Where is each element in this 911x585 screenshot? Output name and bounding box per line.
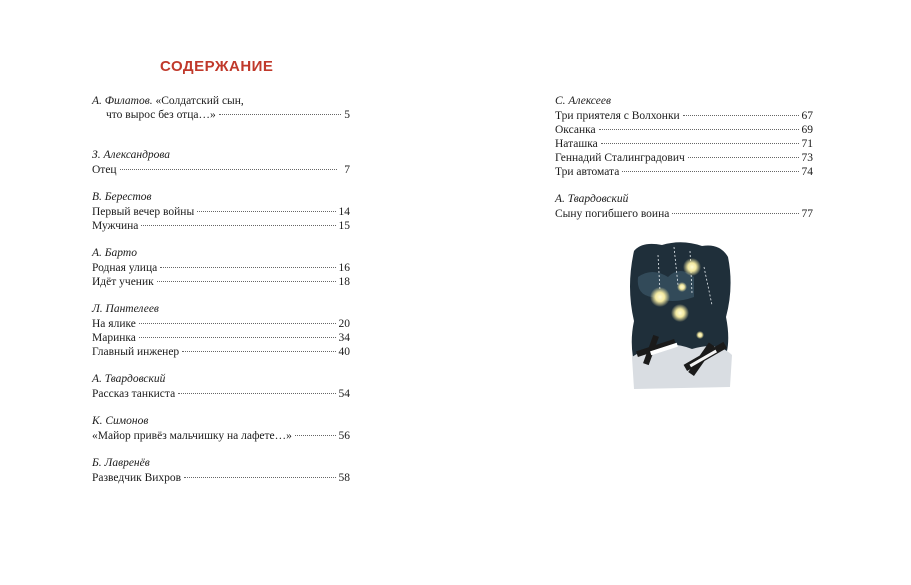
toc-author: В. Берестов	[92, 191, 152, 203]
toc-page-number: 71	[801, 138, 813, 150]
toc-page-number: 20	[338, 318, 350, 330]
dot-leader	[295, 435, 336, 436]
toc-page-number: 7	[344, 164, 350, 176]
toc-entry-title: Первый вечер войны	[92, 206, 195, 218]
toc-entry[interactable]	[92, 387, 350, 401]
toc-author: З. Александрова	[92, 149, 171, 161]
dot-leader	[672, 213, 798, 214]
toc-entry[interactable]	[555, 137, 813, 151]
toc-entry[interactable]	[92, 317, 350, 331]
toc-section	[92, 148, 350, 177]
toc-entry-title: Оксанка	[555, 124, 596, 136]
toc-entry[interactable]	[92, 275, 350, 289]
toc-author: А. Филатов.	[92, 95, 153, 107]
toc-section	[92, 414, 350, 443]
toc-entry[interactable]	[555, 123, 813, 137]
dot-leader	[622, 171, 798, 172]
toc-entry-title: Маринка	[92, 332, 136, 344]
toc-entry-title: Мужчина	[92, 220, 139, 232]
toc-page-number: 16	[338, 262, 350, 274]
toc-entry-title-line1: «Солдатский сын,	[155, 95, 244, 107]
toc-entry-title: На ялике	[92, 318, 136, 330]
toc-entry[interactable]	[555, 151, 813, 165]
toc-section	[92, 190, 350, 233]
toc-author: Б. Лавренёв	[92, 457, 150, 469]
toc-section	[92, 302, 350, 359]
toc-entry[interactable]	[555, 207, 813, 221]
toc-entry-title: «Майор привёз мальчишку на лафете…»	[92, 430, 292, 442]
toc-entry[interactable]	[92, 429, 350, 443]
dot-leader	[139, 337, 336, 338]
dot-leader	[601, 143, 799, 144]
toc-entry[interactable]	[92, 205, 350, 219]
toc-entry-title: Родная улица	[92, 262, 158, 274]
toc-entry-title: Главный инженер	[92, 346, 180, 358]
toc-entry-title: Три автомата	[555, 166, 620, 178]
dot-leader	[182, 351, 335, 352]
war-night-illustration	[622, 237, 742, 397]
toc-left-column	[92, 94, 350, 498]
dot-leader	[139, 323, 336, 324]
toc-entry[interactable]	[92, 471, 350, 485]
toc-section	[92, 456, 350, 485]
dot-leader	[178, 393, 335, 394]
toc-entry[interactable]	[92, 163, 350, 177]
dot-leader	[599, 129, 799, 130]
flare-glow	[677, 282, 687, 292]
dot-leader	[120, 169, 337, 170]
toc-entry[interactable]	[555, 165, 813, 179]
toc-page-number: 54	[338, 388, 350, 400]
toc-page-number: 56	[338, 430, 350, 442]
toc-entry[interactable]	[92, 261, 350, 275]
toc-entry[interactable]	[92, 345, 350, 359]
toc-entry-title: Идёт ученик	[92, 276, 154, 288]
toc-page-number: 14	[338, 206, 350, 218]
toc-page-number: 74	[801, 166, 813, 178]
toc-page-number: 69	[801, 124, 813, 136]
toc-author: А. Твардовский	[555, 193, 629, 205]
flare-glow	[683, 258, 701, 276]
toc-section	[92, 372, 350, 401]
dot-leader	[141, 225, 335, 226]
dot-leader	[184, 477, 335, 478]
toc-entry-title: Рассказ танкиста	[92, 388, 176, 400]
toc-author: А. Барто	[92, 247, 137, 259]
toc-entry-title: Сыну погибшего воина	[555, 208, 670, 220]
toc-author: А. Твардовский	[92, 373, 166, 385]
dot-leader	[197, 211, 335, 212]
toc-author: Л. Пантелеев	[92, 303, 159, 315]
toc-section	[92, 246, 350, 289]
flare-glow	[650, 287, 670, 307]
toc-entry-title: Три приятеля с Волхонки	[555, 110, 680, 122]
toc-page-number: 73	[801, 152, 813, 164]
toc-section	[555, 192, 813, 221]
dot-leader	[688, 157, 799, 158]
dot-leader	[219, 114, 342, 115]
toc-entry-title: Отец	[92, 164, 117, 176]
toc-entry-title: Разведчик Вихров	[92, 472, 182, 484]
flare-glow	[696, 331, 704, 339]
left-page	[0, 0, 455, 585]
toc-page-number: 18	[338, 276, 350, 288]
toc-page-number: 5	[344, 109, 350, 121]
toc-page-number: 40	[338, 346, 350, 358]
toc-page-number: 77	[801, 208, 813, 220]
toc-page-number: 15	[338, 220, 350, 232]
toc-section-filatov	[92, 94, 350, 122]
toc-entry[interactable]	[92, 219, 350, 233]
toc-page-number: 34	[338, 332, 350, 344]
toc-author: С. Алексеев	[555, 95, 611, 107]
toc-page-number: 58	[338, 472, 350, 484]
toc-page-number: 67	[801, 110, 813, 122]
toc-entry-first[interactable]	[92, 94, 350, 122]
toc-right-column	[555, 94, 813, 234]
toc-title: СОДЕРЖАНИЕ	[160, 58, 274, 75]
toc-entry-title: Геннадий Сталинградович	[555, 152, 685, 164]
toc-entry-title: Наташка	[555, 138, 598, 150]
dot-leader	[157, 281, 336, 282]
dot-leader	[160, 267, 335, 268]
toc-entry-title-line2: что вырос без отца…»	[106, 109, 216, 121]
toc-author: К. Симонов	[92, 415, 149, 427]
toc-entry[interactable]	[92, 331, 350, 345]
flare-glow	[671, 304, 689, 322]
toc-entry[interactable]	[555, 109, 813, 123]
dot-leader	[683, 115, 799, 116]
toc-section	[555, 94, 813, 179]
